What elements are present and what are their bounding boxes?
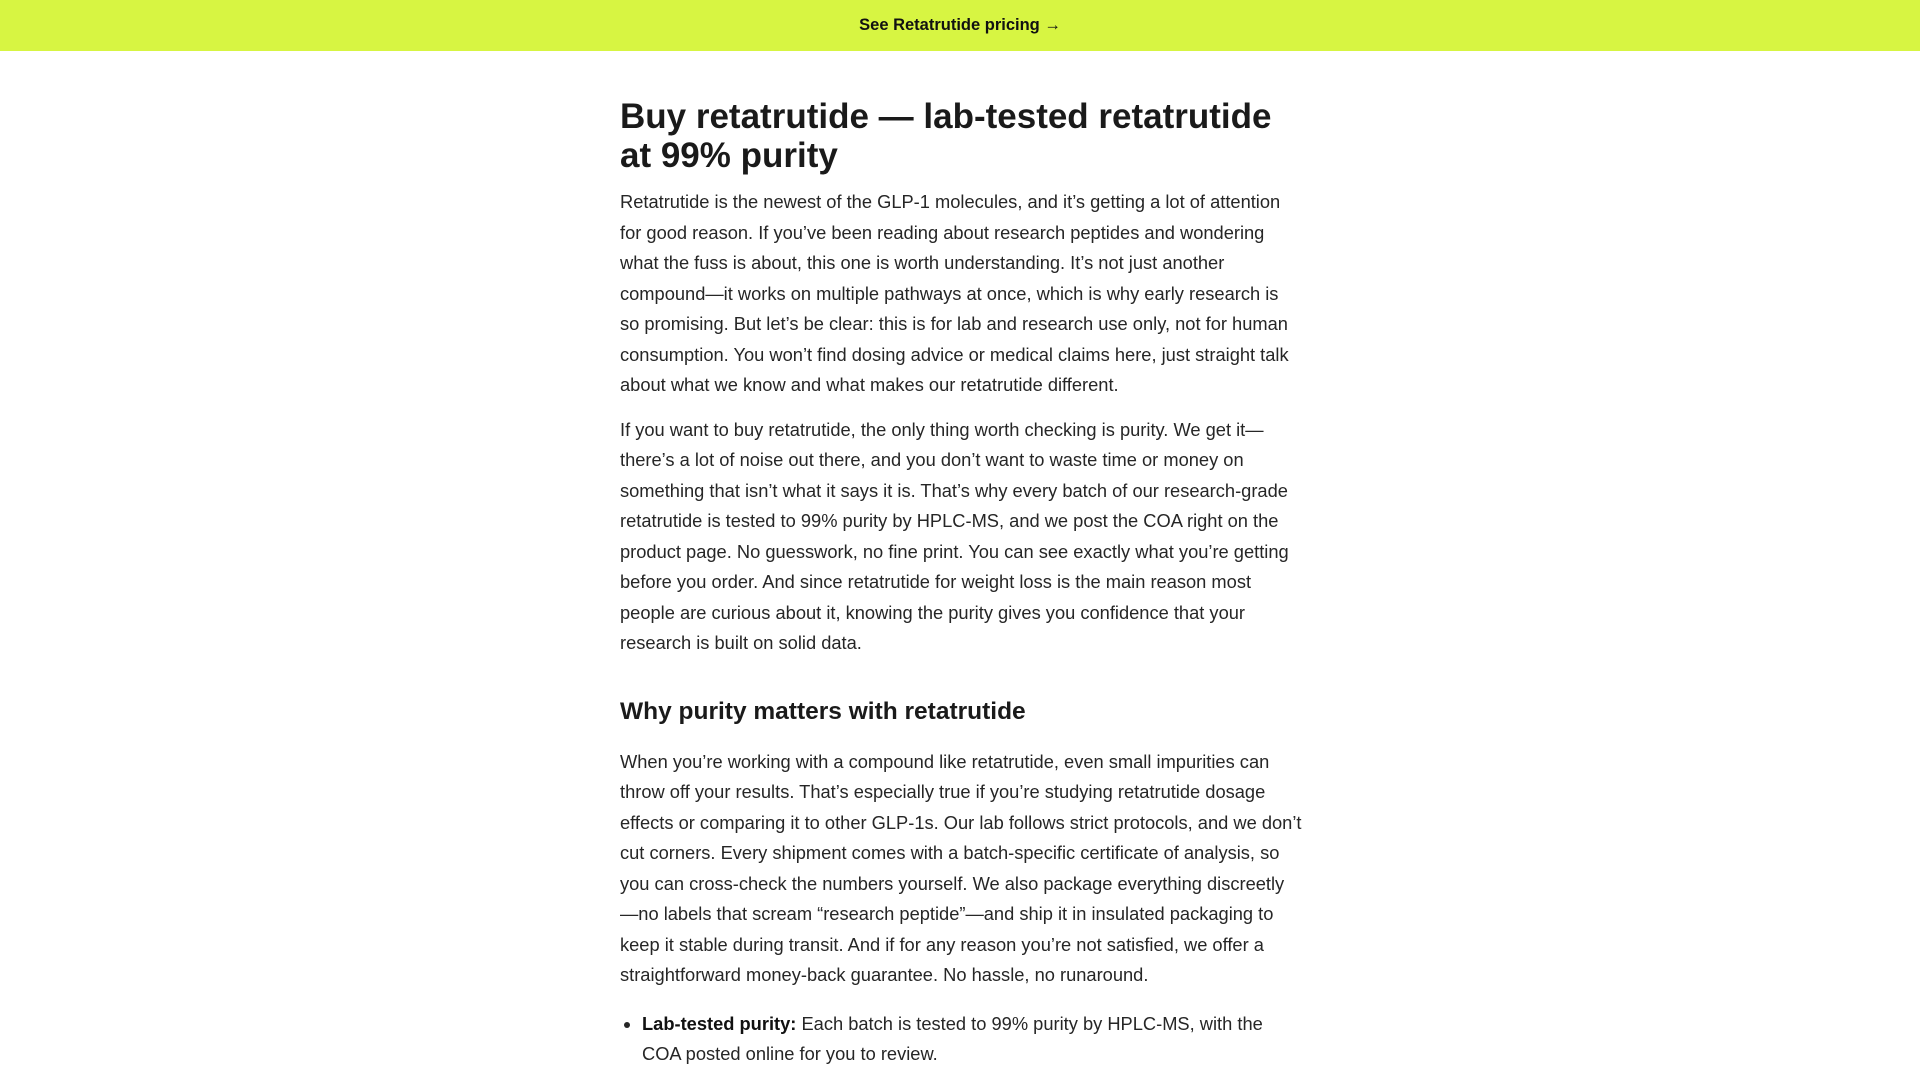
article: [620, 51, 1302, 1070]
top-banner: [0, 0, 1920, 51]
feature-list: [620, 1009, 1302, 1070]
intro-paragraph-2: If you want to buy retatrutide, the only thing worth checking is purity. We get it—there’s a lot of noise out there, and you don’t want to waste time or money on something that isn’t what it says it is. That’s why every batch of our research-grade retatrutide is tested to 99% purity by HPLC-MS, and we post the COA right on the product page. No guesswork, no fine print. You can see exactly what you’re getting before you order. And since retatrutide for weight loss is the main reason most people are curious about it, knowing the purity gives you confidence that your research is built on solid data.: [620, 418, 1289, 653]
list-item-text: Each batch is tested to 99% purity by HPLC-MS, with the COA posted online for you to review.: [642, 1012, 1263, 1064]
intro-paragraph-1: Retatrutide is the newest of the GLP-1 molecules, and it’s getting a lot of attention for good reason. If you’ve been reading about research peptides and wondering what the fuss is about, this one is worth understanding. It’s not just another compound—it works on multiple pathways at once, which is why early research is so promising. But let’s be clear: this is for lab and research use only, not for human consumption. You won’t find dosing advice or medical claims here, just straight talk about what we know and what makes our retatrutide different.: [620, 191, 1289, 395]
section-heading: Why purity matters with retatrutide: [620, 697, 1026, 725]
section-paragraph: When you’re working with a compound like retatrutide, even small impurities can throw off your results. That’s especially true if you’re studying retatrutide dosage effects or comparing it to other GLP-1s. Our lab follows strict protocols, and we don’t cut corners. Every shipment comes with a batch-specific certificate of analysis, so you can cross-check the numbers yourself. We also package everything discreetly—no labels that scream “research peptide”—and ship it in insulated packaging to keep it stable during transit. And if for any reason you’re not satisfied, we offer a straightforward money-back guarantee. No hassle, no runaround.: [620, 750, 1302, 985]
list-item: [642, 1009, 1302, 1070]
see-pricing-link[interactable]: See Retatrutide pricing →: [859, 16, 1061, 34]
page-title: Buy retatrutide — lab-tested retatrutide at 99% purity: [620, 97, 1272, 175]
list-item-label: Lab-tested purity:: [642, 1012, 797, 1034]
